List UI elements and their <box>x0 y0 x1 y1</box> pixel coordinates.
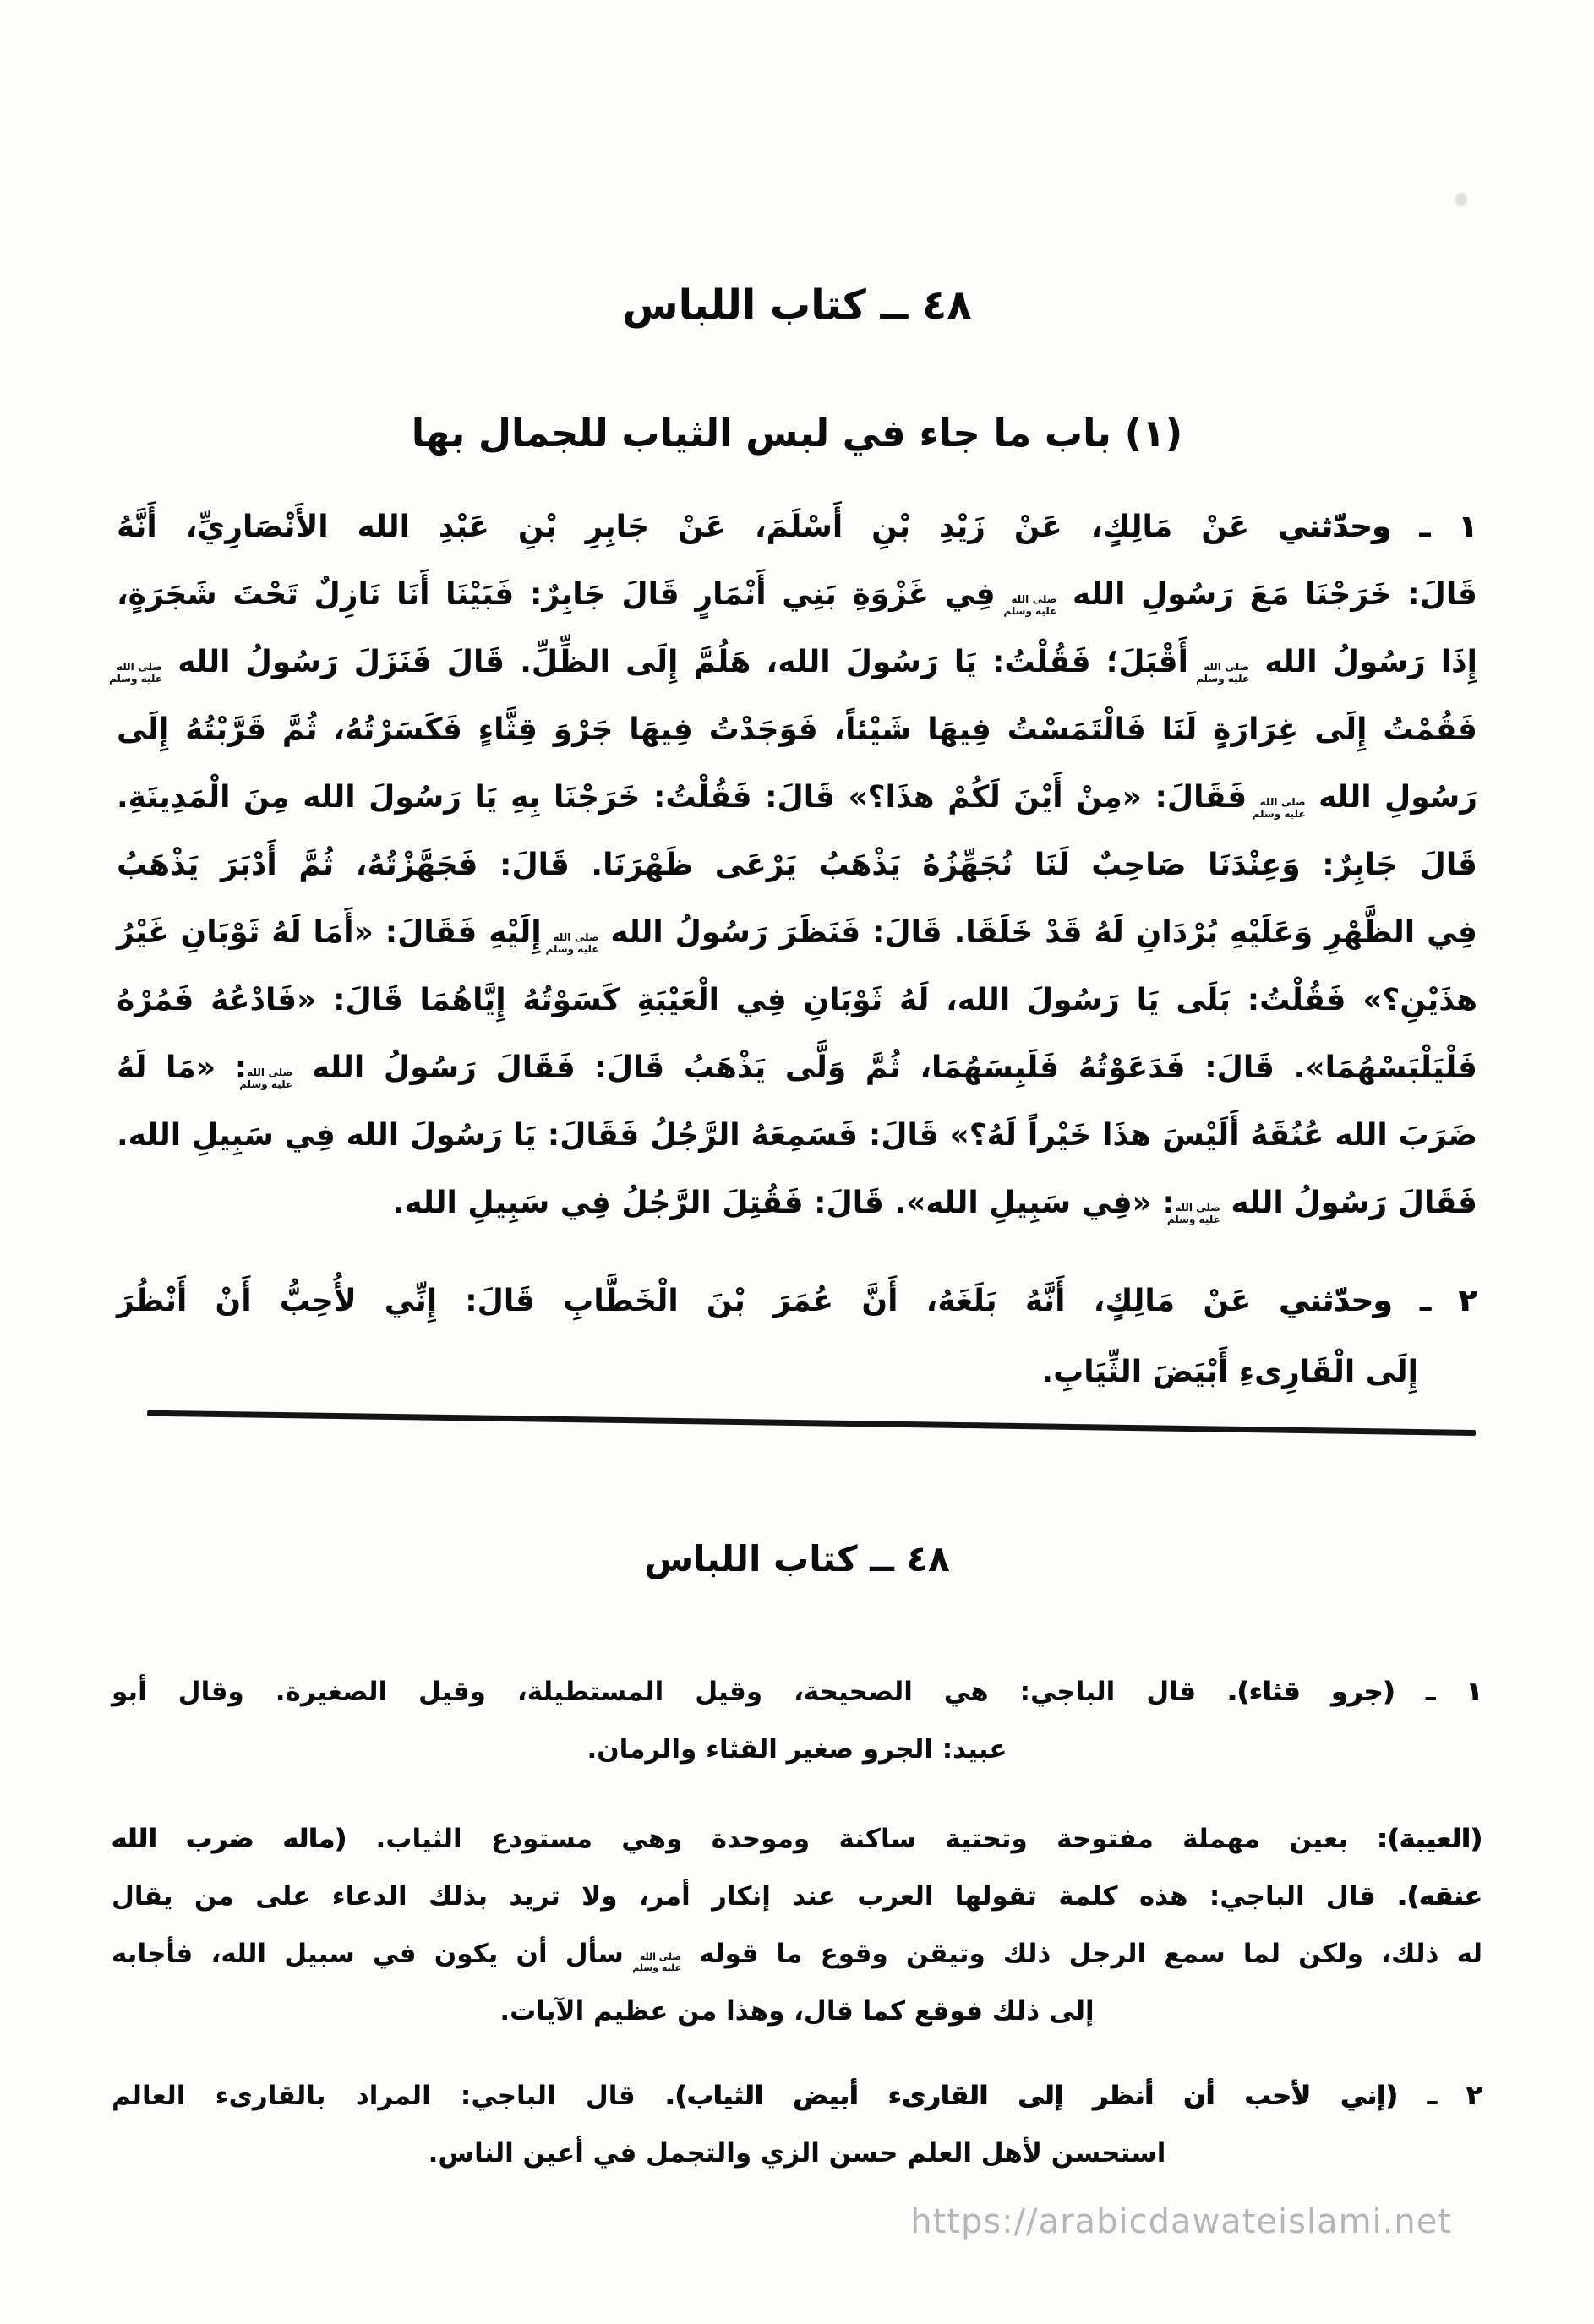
text-line <box>117 764 1477 832</box>
hadith-2-text <box>117 1266 1477 1408</box>
chapter-title: (١) باب ما جاء في لبس الثياب للجمال بها <box>411 411 1183 456</box>
emphasized-text: ٢ ـ (إني لأحب أن أنظر إلى القارىء أبيض الثياب). <box>664 2081 1482 2111</box>
text-line <box>112 1663 1482 1721</box>
text-line <box>112 1983 1482 2040</box>
scan-artifact <box>1455 193 1467 206</box>
emphasized-text: ١ ـ وحدّثني <box>1278 510 1477 544</box>
body-text: فَقَالَ رَسُولُ الله <box>1220 1186 1477 1220</box>
emphasized-text: ٢ ـ وحدّثني <box>1279 1284 1478 1318</box>
pbuh-honorific-seal: صلى الله عليه وسلم <box>1252 796 1306 820</box>
emphasized-text: عنقه). <box>1397 1881 1482 1912</box>
emphasized-text: ١ ـ (جرو قثاء). <box>1227 1677 1482 1707</box>
pbuh-honorific-seal: صلى الله عليه وسلم <box>1166 1202 1220 1225</box>
body-text: قال الباجي: المراد بالقارىء العالم <box>112 2081 665 2111</box>
pbuh-honorific-seal: صلى الله عليه وسلم <box>1003 593 1057 617</box>
body-text: قال الباجي: هي الصحيحة، وقيل المستطيلة، وقيل الصغيرة. وقال أبو <box>112 1677 1228 1707</box>
text-line <box>117 832 1477 899</box>
text-line <box>108 629 1477 696</box>
text-line <box>117 1102 1477 1170</box>
text-line <box>117 967 1477 1034</box>
body-text: رَسُولِ الله <box>1305 780 1477 815</box>
text-line <box>112 1868 1482 1925</box>
body-text: هذَيْنِ؟» فَقُلْتُ: بَلَى يَا رَسُولَ الله، لَهُ ثَوْبَانِ فِي الْعَيْبَةِ كَسَوْتُهُ إِيَّاهُمَا قَالَ: «فَادْعُهُ فَمُرْهُ <box>117 983 1477 1017</box>
body-text: له ذلك، ولكن لما سمع الرجل ذلك وتيقن وقوع ما قوله <box>681 1939 1483 1969</box>
pbuh-honorific-seal: صلى الله عليه وسلم <box>1196 661 1250 685</box>
text-line <box>117 561 1477 629</box>
hadith-1-text <box>108 494 1478 1237</box>
body-text: سأل أن يكون في سبيل الله، فأجابه <box>112 1939 641 1969</box>
body-text: : «فِي سَبِيلِ الله». قَالَ: فَقُتِلَ الرَّجُلُ فِي سَبِيلِ الله. <box>392 1186 1175 1220</box>
commentary-note-2 <box>112 2067 1482 2182</box>
body-text: فَلْيَلْبَسْهُمَا». قَالَ: فَدَعَوْتُهُ فَلَبِسَهُمَا، ثُمَّ وَلَّى يَذْهَبُ قَالَ: فَقَالَ رَسُولُ الله <box>292 1050 1478 1085</box>
body-text: إلى ذلك فوقع كما قال، وهذا من عظيم الآيات. <box>499 1996 1095 2027</box>
text-line <box>112 2125 1482 2182</box>
body-text: استحسن لأهل العلم حسن الزي والتجمل في أعين الناس. <box>428 2138 1166 2169</box>
emphasized-text: (ماله ضرب الله <box>112 1824 347 1854</box>
text-line <box>112 1721 1482 1778</box>
book-section-title: ٤٨ ــ كتاب اللباس <box>622 281 972 329</box>
body-text: إِلَى الْقَارِىءِ أَبْيَضَ الثِّيَابِ. <box>1041 1355 1418 1389</box>
body-text: بعين مهملة مفتوحة وتحتية ساكنة وموحدة وهي مستودع الثياب. <box>347 1824 1378 1854</box>
body-text: قَالَ: خَرَجْنَا مَعَ رَسُولِ الله <box>1056 577 1477 612</box>
body-text: قال الباجي: هذه كلمة تقولها العرب عند إنكار أمر، ولا تريد بذلك الدعاء على من يقال <box>112 1881 1398 1912</box>
commentary-section-title: ٤٨ ــ كتاب اللباس <box>644 1538 950 1579</box>
body-text: : «مَا لَهُ <box>117 1050 248 1085</box>
pbuh-honorific-seal: صلى الله عليه وسلم <box>108 661 162 685</box>
body-text: فِي غَزْوَةِ بَنِي أَنْمَارٍ قَالَ جَابِرٌ: فَبَيْنَا أَنَا نَازِلٌ تَحْتَ شَجَرَةٍ، <box>117 577 1012 612</box>
body-text: فَقُمْتُ إِلَى غِرَارَةٍ لَنَا فَالْتَمَسْتُ فِيهَا شَيْئاً، فَوَجَدْتُ فِيهَا جَرْوَ قِثَّاءٍ فَكَسَرْتُهُ، ثُمَّ قَرَّبْتُهُ إِلَى <box>117 712 1477 747</box>
body-text: عَنْ مَالِكٍ، عَنْ زَيْدِ بْنِ أَسْلَمَ، عَنْ جَابِرِ بْنِ عَبْدِ الله الأَنْصَارِيِّ، أَنَّهُ <box>117 510 1279 544</box>
pbuh-honorific-seal: صلى الله عليه وسلم <box>239 1067 293 1090</box>
body-text: فَقَالَ: «مِنْ أَيْنَ لَكُمْ هذَا؟» قَالَ: فَقُلْتُ: خَرَجْنَا بِهِ يَا رَسُولَ الله مِنَ الْمَدِينَةِ. <box>117 780 1260 815</box>
body-text: ضَرَبَ الله عُنُقَهُ أَلَيْسَ هذَا خَيْراً لَهُ؟» قَالَ: فَسَمِعَهُ الرَّجُلُ فَقَالَ: يَا رَسُولَ الله فِي سَبِيلِ الله. <box>117 1118 1477 1153</box>
emphasized-text: (العيبة): <box>1377 1824 1483 1854</box>
pbuh-honorific-seal: صلى الله عليه وسلم <box>632 1951 681 1973</box>
pbuh-honorific-seal: صلى الله عليه وسلم <box>545 931 599 955</box>
text-line <box>112 1925 1482 1983</box>
text-line <box>117 1337 1477 1408</box>
text-line <box>112 2067 1482 2125</box>
text-line <box>112 1810 1482 1868</box>
text-line <box>117 1266 1477 1337</box>
text-line <box>117 696 1477 764</box>
text-line <box>117 1170 1477 1237</box>
text-line <box>117 899 1477 967</box>
watermark-url: https://arabicdawateislami.net <box>910 2202 1452 2241</box>
body-text: عَنْ مَالِكٍ، أَنَّهُ بَلَغَهُ، أَنَّ عُمَرَ بْنَ الْخَطَّابِ قَالَ: إِنِّي لأُحِبُّ أَنْ أَنْظُرَ <box>117 1284 1280 1318</box>
body-text: أَقْبَلَ؛ فَقُلْتُ: يَا رَسُولَ الله، هَلُمَّ إِلَى الظِّلِّ. قَالَ فَنَزَلَ رَسُولُ الله <box>162 645 1204 679</box>
section-divider <box>147 1410 1476 1436</box>
body-text: إِلَيْهِ فَقَالَ: «أَمَا لَهُ ثَوْبَانِ غَيْرُ <box>117 915 554 950</box>
commentary-note-ayba <box>112 1810 1482 2040</box>
body-text: قَالَ جَابِرٌ: وَعِنْدَنَا صَاحِبٌ لَنَا نُجَهِّزُهُ يَذْهَبُ يَرْعَى ظَهْرَنَا. قَالَ: فَجَهَّزْتُهُ، ثُمَّ أَدْبَرَ يَذْهَبُ <box>117 848 1477 882</box>
body-text: إِذَا رَسُولُ الله <box>1249 645 1477 679</box>
body-text: عبيد: الجرو صغير القثاء والرمان. <box>587 1734 1007 1765</box>
commentary-note-1 <box>112 1663 1482 1778</box>
text-line <box>117 1034 1477 1102</box>
body-text: فِي الظَّهْرِ وَعَلَيْهِ بُرْدَانِ لَهُ قَدْ خَلَقَا. قَالَ: فَنَظَرَ رَسُولُ الله <box>598 915 1478 950</box>
text-line <box>117 494 1477 561</box>
